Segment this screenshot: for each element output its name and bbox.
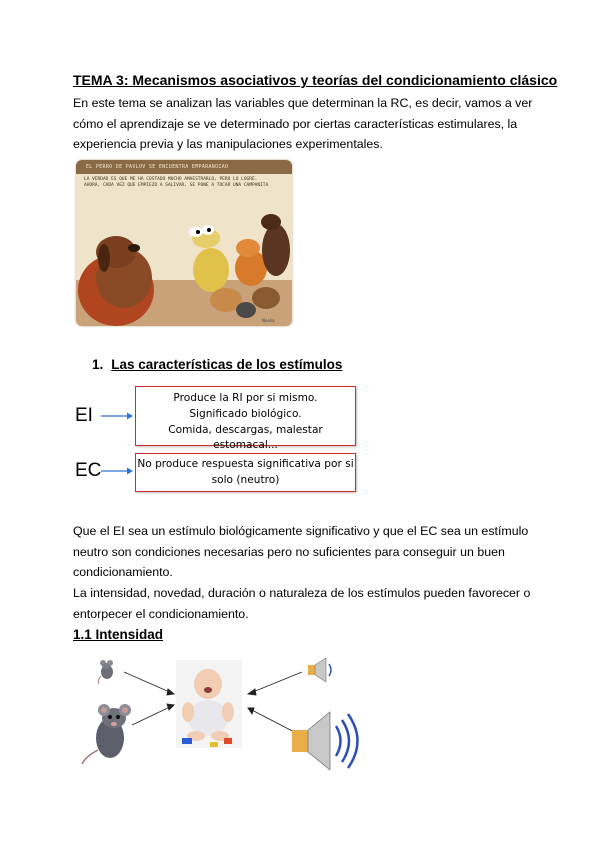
paragraph-line: condicionamiento. [73,565,173,579]
paragraph-factors [73,583,533,624]
ec-line: No produce respuesta significativa por si [137,458,354,470]
ei-line: Comida, descargas, malestar estomacal... [168,423,323,452]
section-number: 1. [92,357,104,372]
section-1-1-heading: 1.1 Intensidad [73,627,164,642]
paragraph-line: Que el EI sea un estímulo biológicamente significativo y que el EC sea un estímulo [73,524,529,538]
section-1-heading [92,357,342,372]
comic-signature: Noelia [262,318,275,323]
paragraph-line: entorpecer el condicionamiento. [73,606,249,621]
small-rat-icon [98,660,113,684]
ei-label: EI [75,405,93,426]
comic-caption-line: AHORA, CADA VEZ QUE EMPIEZO A SALIVAR, SE PONE A TOCAR UNA CAMPANITA [84,183,269,188]
small-speaker-icon [308,658,331,682]
ei-line: Significado biológico. [189,407,302,420]
large-speaker-icon [292,712,358,770]
page-title: TEMA 3: Mecanismos asociativos y teorías del condicionamiento clásico [73,72,558,88]
paragraph-conditions [73,521,533,583]
ec-description-box [135,453,356,492]
intro-paragraph [73,93,533,155]
ei-line: Produce la RI por si mismo. [173,392,318,404]
pavlov-comic-image [76,160,292,326]
large-rat-icon [82,704,131,764]
ec-line: solo (neutro) [211,473,280,486]
ei-description-box [135,386,356,452]
intensity-diagram [70,650,370,770]
paragraph-line: La intensidad, novedad, duración o naturaleza de los estímulos pueden favorecer o [73,586,531,600]
section-title: Las características de los estímulos [111,357,343,372]
comic-header: EL PERRO DE PAVLOV SE ENCUENTRA EMPARANOIAO [86,164,229,170]
intro-line: experiencia previa y las manipulaciones experimentales. [73,137,383,151]
intro-line: En este tema se analizan las variables que determinan la RC, es decir, vamos a ver [73,96,533,110]
crying-baby-image [176,660,242,748]
intro-line: cómo el aprendizaje se ve determinado por ciertas características estimulares, la [73,116,518,131]
comic-caption-line: LA VERDAD ES QUE ME HA COSTADO MUCHO AMAESTRARLO, PERO LO LOGRÉ. [84,177,258,182]
comic-drawing [76,160,292,326]
ec-label: EC [75,460,102,481]
ec-arrow-icon [101,465,133,477]
ei-arrow-icon [101,410,133,422]
paragraph-line: neutro son condiciones necesarias pero no suficientes para conseguir un buen [73,544,505,559]
